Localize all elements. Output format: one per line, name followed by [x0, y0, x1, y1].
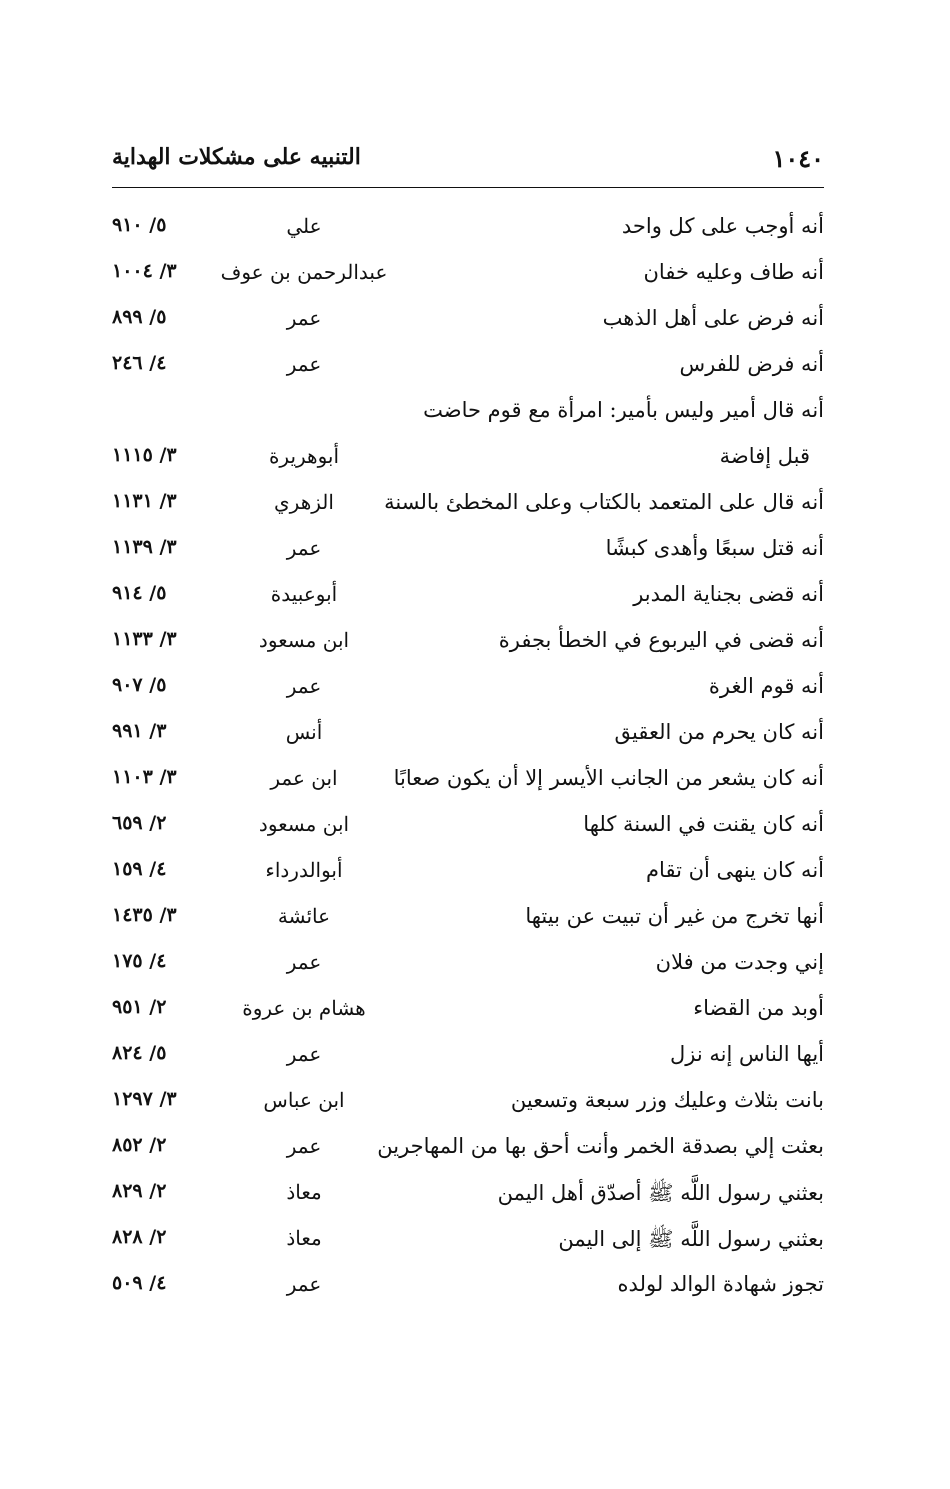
entry-text: أنه قوم الغرة [708, 674, 824, 698]
entry-text: بعثت إلي بصدقة الخمر وأنت أحق بها من المهاجرين [377, 1134, 824, 1158]
index-entry [112, 948, 824, 994]
entry-text: تجوز شهادة الوالد لولده [617, 1272, 824, 1296]
index-entry [112, 810, 824, 856]
index-entry [112, 902, 824, 948]
narrator-name: معاذ [286, 1226, 322, 1250]
index-entry [112, 1270, 824, 1316]
narrator-name: علي [286, 214, 322, 238]
volume-page-ref: ٤/ ١٧٥ [112, 950, 167, 972]
index-entry [112, 580, 824, 626]
index-entry [112, 1178, 824, 1224]
narrator-name: عبدالرحمن بن عوف [220, 260, 388, 284]
narrator-name: ابن مسعود [258, 812, 350, 836]
entry-text: بعثني رسول اللَّه ﷺ إلى اليمن [558, 1227, 824, 1251]
volume-page-ref: ٥/ ٨٢٤ [112, 1042, 167, 1064]
volume-page-ref: ٤/ ٥٠٩ [112, 1272, 167, 1294]
narrator-name: أبوالدرداء [265, 858, 343, 882]
volume-page-ref: ٥/ ٩١٠ [112, 214, 167, 236]
entry-text: أنه كان يحرم من العقيق [614, 720, 824, 744]
index-entry [112, 1132, 824, 1178]
narrator-name: عمر [286, 306, 322, 330]
volume-page-ref: ٢/ ٦٥٩ [112, 812, 167, 834]
narrator-name: الزهري [274, 490, 334, 514]
volume-page-ref: ٣/ ١٠٠٤ [112, 260, 177, 282]
entry-text: أنها تخرج من غير أن تبيت عن بيتها [525, 904, 824, 928]
volume-page-ref: ٣/ ١١٠٣ [112, 766, 177, 788]
entry-text: إني وجدت من فلان [655, 950, 824, 974]
volume-page-ref: ٥/ ٩١٤ [112, 582, 167, 604]
entry-text: أنه قضى بجناية المدبر [633, 582, 824, 606]
volume-page-ref: ٣/ ١٢٩٧ [112, 1088, 177, 1110]
index-entry [112, 304, 824, 350]
volume-page-ref: ٤/ ١٥٩ [112, 858, 167, 880]
index-entry [112, 856, 824, 902]
volume-page-ref: ٣/ ١١١٥ [112, 444, 177, 466]
volume-page-ref: ٢/ ٩٥١ [112, 996, 167, 1018]
volume-page-ref: ٤/ ٢٤٦ [112, 352, 167, 374]
entry-text: قبل إفاضة [719, 444, 810, 468]
index-entry [112, 626, 824, 672]
entry-text: بعثني رسول اللَّه ﷺ أصدّق أهل اليمن [497, 1181, 824, 1205]
index-entry [112, 258, 824, 304]
entry-text: أوبد من القضاء [693, 996, 824, 1020]
volume-page-ref: ٣/ ٩٩١ [112, 720, 167, 742]
index-entry [112, 1086, 824, 1132]
narrator-name: أنس [285, 720, 323, 744]
volume-page-ref: ٢/ ٨٢٨ [112, 1226, 167, 1248]
running-header [112, 140, 824, 180]
narrator-name: أبوعبيدة [270, 582, 338, 606]
volume-page-ref: ٣/ ١١٣٣ [112, 628, 177, 650]
narrator-name: هشام بن عروة [242, 996, 366, 1020]
entry-text: بانت بثلاث وعليك وزر سبعة وتسعين [510, 1088, 824, 1112]
volume-page-ref: ٢/ ٨٥٢ [112, 1134, 167, 1156]
narrator-name: معاذ [286, 1180, 322, 1204]
entry-text: أيها الناس إنه نزل [669, 1042, 824, 1066]
entry-text: أنه كان ينهى أن تقام [646, 858, 824, 882]
narrator-name: عائشة [277, 904, 331, 928]
narrator-name: عمر [286, 1272, 322, 1296]
entry-text: أنه أوجب على كل واحد [621, 214, 824, 238]
narrator-name: أبوهريرة [268, 444, 340, 468]
volume-page-ref: ٣/ ١١٣٩ [112, 536, 177, 558]
entry-text: أنه قتل سبعًا وأهدى كبشًا [605, 536, 824, 560]
entry-text: أنه طاف وعليه خفان [643, 260, 824, 284]
index-entry [112, 672, 824, 718]
narrator-name: ابن عمر [270, 766, 338, 790]
index-entry [112, 994, 824, 1040]
header-rule [112, 187, 824, 188]
index-entry [112, 350, 824, 396]
volume-page-ref: ٥/ ٨٩٩ [112, 306, 167, 328]
volume-page-ref: ٣/ ١٤٣٥ [112, 904, 177, 926]
entry-text: أنه فرض للفرس [679, 352, 824, 376]
volume-page-ref: ٣/ ١١٣١ [112, 490, 177, 512]
index-entry [112, 488, 824, 534]
entry-text: أنه كان يشعر من الجانب الأيسر إلا أن يكون صعابًا [393, 766, 824, 790]
narrator-name: ابن مسعود [258, 628, 350, 652]
index-entry [112, 212, 824, 258]
entry-text: أنه قال أمير وليس بأمير: امرأة مع قوم حاضت [423, 398, 824, 422]
index-entry [112, 534, 824, 580]
entry-text: أنه قال على المتعمد بالكتاب وعلى المخطئ بالسنة [384, 490, 824, 514]
book-title: التنبيه على مشكلات الهداية [112, 144, 361, 170]
index-entry [112, 718, 824, 764]
page-number: ١٠٤٠ [772, 144, 824, 173]
index-entry [112, 1040, 824, 1086]
volume-page-ref: ٢/ ٨٢٩ [112, 1180, 167, 1202]
volume-page-ref: ٥/ ٩٠٧ [112, 674, 167, 696]
narrator-name: عمر [286, 352, 322, 376]
index-entry [112, 442, 824, 488]
narrator-name: ابن عباس [263, 1088, 345, 1112]
narrator-name: عمر [286, 674, 322, 698]
index-entry [112, 1224, 824, 1270]
athar-index-list [112, 212, 824, 1316]
narrator-name: عمر [286, 536, 322, 560]
index-entry [112, 396, 824, 442]
narrator-name: عمر [286, 1042, 322, 1066]
narrator-name: عمر [286, 950, 322, 974]
entry-text: أنه كان يقنت في السنة كلها [583, 812, 824, 836]
narrator-name: عمر [286, 1134, 322, 1158]
index-entry [112, 764, 824, 810]
entry-text: أنه فرض على أهل الذهب [602, 306, 824, 330]
entry-text: أنه قضى في اليربوع في الخطأ بجفرة [498, 628, 824, 652]
